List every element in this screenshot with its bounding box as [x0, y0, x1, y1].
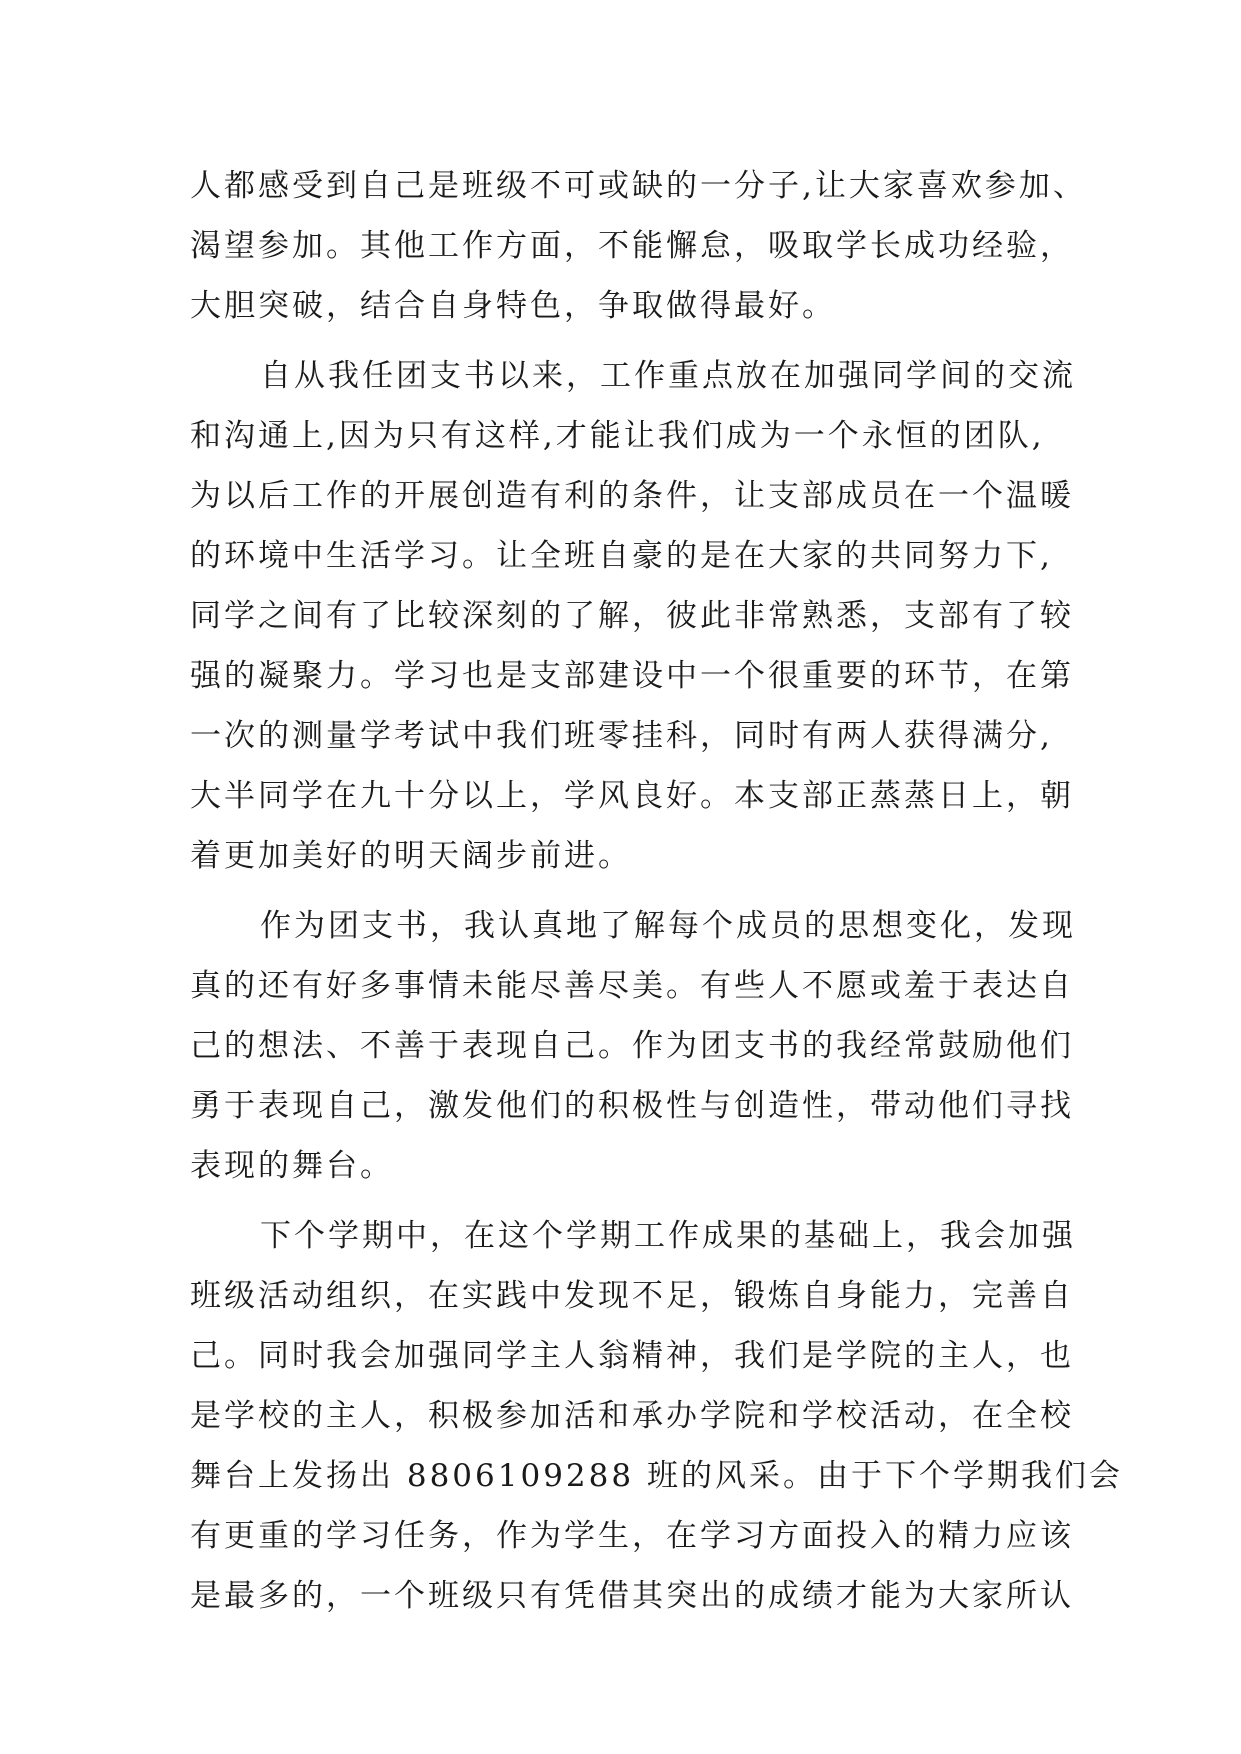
- text-line: 大半同学在九十分以上，学风良好。本支部正蒸蒸日上，朝: [190, 778, 1074, 814]
- text-line: 强的凝聚力。学习也是支部建设中一个很重要的环节，在第: [190, 658, 1074, 694]
- text-line: 和沟通上,因为只有这样,才能让我们成为一个永恒的团队,: [190, 418, 1045, 454]
- text-line: 舞台上发扬出 8806109288 班的风采。由于下个学期我们会: [190, 1458, 1123, 1494]
- text-line: 有更重的学习任务，作为学生，在学习方面投入的精力应该: [190, 1518, 1074, 1554]
- text-line: 为以后工作的开展创造有利的条件，让支部成员在一个温暖: [190, 478, 1074, 514]
- text-line: 人都感受到自己是班级不可或缺的一分子,让大家喜欢参加、: [190, 168, 1087, 204]
- text-line: 是最多的，一个班级只有凭借其突出的成绩才能为大家所认: [190, 1578, 1074, 1614]
- paragraph-first-line: 自从我任团支书以来，工作重点放在加强同学间的交流: [260, 358, 1076, 394]
- text-line: 己。同时我会加强同学主人翁精神，我们是学院的主人，也: [190, 1338, 1074, 1374]
- text-line: 勇于表现自己，激发他们的积极性与创造性，带动他们寻找: [190, 1088, 1074, 1124]
- text-line: 渴望参加。其他工作方面，不能懈怠，吸取学长成功经验，: [190, 228, 1074, 264]
- paragraph-first-line: 下个学期中，在这个学期工作成果的基础上，我会加强: [260, 1218, 1076, 1254]
- text-line: 是学校的主人，积极参加活和承办学院和学校活动，在全校: [190, 1398, 1074, 1434]
- text-line: 一次的测量学考试中我们班零挂科，同时有两人获得满分,: [190, 718, 1053, 754]
- text-line: 真的还有好多事情未能尽善尽美。有些人不愿或羞于表达自: [190, 968, 1074, 1004]
- text-line: 同学之间有了比较深刻的了解，彼此非常熟悉，支部有了较: [190, 598, 1074, 634]
- text-line: 着更加美好的明天阔步前进。: [190, 838, 632, 874]
- text-line: 大胆突破，结合自身特色，争取做得最好。: [190, 288, 836, 324]
- text-line: 班级活动组织，在实践中发现不足，锻炼自身能力，完善自: [190, 1278, 1074, 1314]
- paragraph-first-line: 作为团支书，我认真地了解每个成员的思想变化，发现: [260, 908, 1076, 944]
- text-line: 己的想法、不善于表现自己。作为团支书的我经常鼓励他们: [190, 1028, 1074, 1064]
- text-line: 表现的舞台。: [190, 1148, 394, 1184]
- document-body: [190, 156, 1123, 1626]
- text-line: 的环境中生活学习。让全班自豪的是在大家的共同努力下,: [190, 538, 1053, 574]
